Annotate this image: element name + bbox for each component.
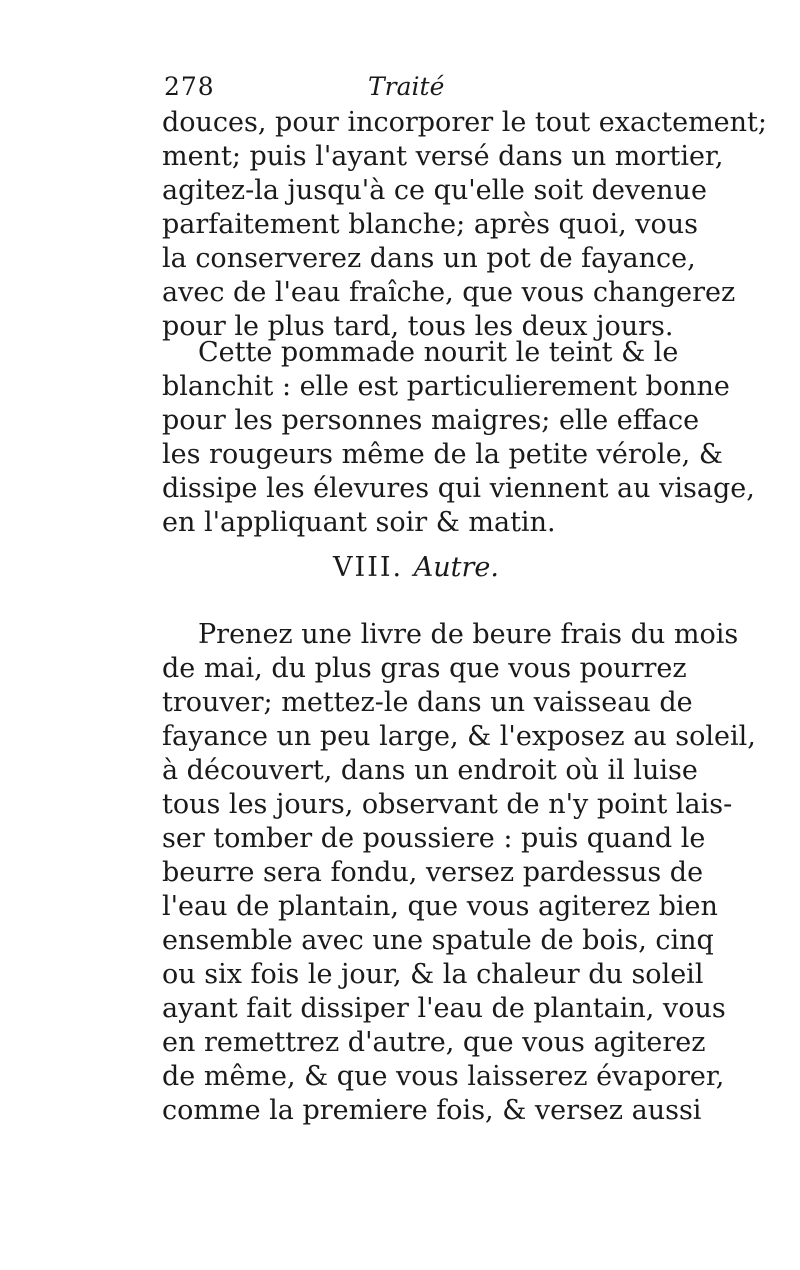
text-line: ou six fois le jour, & la chaleur du soleil <box>162 959 704 990</box>
paragraph-recipe <box>162 618 756 1128</box>
text-line: Prenez une livre de beure frais du mois <box>198 619 739 650</box>
text-line: comme la premiere fois, & versez aussi <box>162 1095 702 1126</box>
text-line: pour le plus tard, tous les deux jours. <box>162 311 674 342</box>
text-line: les rougeurs même de la petite vérole, & <box>162 439 723 470</box>
text-line: ment; puis l'ayant versé dans un mortier, <box>162 141 724 172</box>
page-number: 278 <box>164 72 215 101</box>
text-line: Cette pommade nourit le teint & le <box>198 337 679 368</box>
text-line: tous les jours, observant de n'y point lais- <box>162 789 733 820</box>
text-line: douces, pour incorporer le tout exactement; <box>162 107 767 138</box>
text-line: l'eau de plantain, que vous agiterez bien <box>162 891 718 922</box>
text-line: de même, & que vous laisserez évaporer, <box>162 1061 725 1092</box>
text-line: à découvert, dans un endroit où il luise <box>162 755 698 786</box>
text-line: dissipe les élevures qui viennent au visage, <box>162 473 755 504</box>
text-line: en l'appliquant soir & matin. <box>162 507 556 538</box>
text-line: agitez-la jusqu'à ce qu'elle soit devenue <box>162 175 707 206</box>
text-line: ensemble avec une spatule de bois, cinq <box>162 925 714 956</box>
text-line: trouver; mettez-le dans un vaisseau de <box>162 687 693 718</box>
text-line: beurre sera fondu, versez pardessus de <box>162 857 704 888</box>
text-line: blanchit : elle est particulierement bonne <box>162 371 730 402</box>
text-line: la conserverez dans un pot de fayance, <box>162 243 696 274</box>
paragraph-effects <box>162 336 755 540</box>
text-line: fayance un peu large, & l'exposez au soleil, <box>162 721 756 752</box>
text-line: ayant fait dissiper l'eau de plantain, vous <box>162 993 726 1024</box>
section-heading <box>162 552 670 583</box>
page-header <box>164 72 664 108</box>
section-number: VIII. <box>333 552 404 583</box>
text-line: parfaitement blanche; après quoi, vous <box>162 209 699 240</box>
paragraph-continued <box>162 106 767 344</box>
text-line: avec de l'eau fraîche, que vous changerez <box>162 277 736 308</box>
text-line: pour les personnes maigres; elle efface <box>162 405 700 436</box>
text-line: de mai, du plus gras que vous pourrez <box>162 653 687 684</box>
text-line: en remettrez d'autre, que vous agiterez <box>162 1027 706 1058</box>
section-title: Autre. <box>413 552 499 583</box>
running-title: Traité <box>368 72 445 101</box>
text-line: ser tomber de poussiere : puis quand le <box>162 823 706 854</box>
